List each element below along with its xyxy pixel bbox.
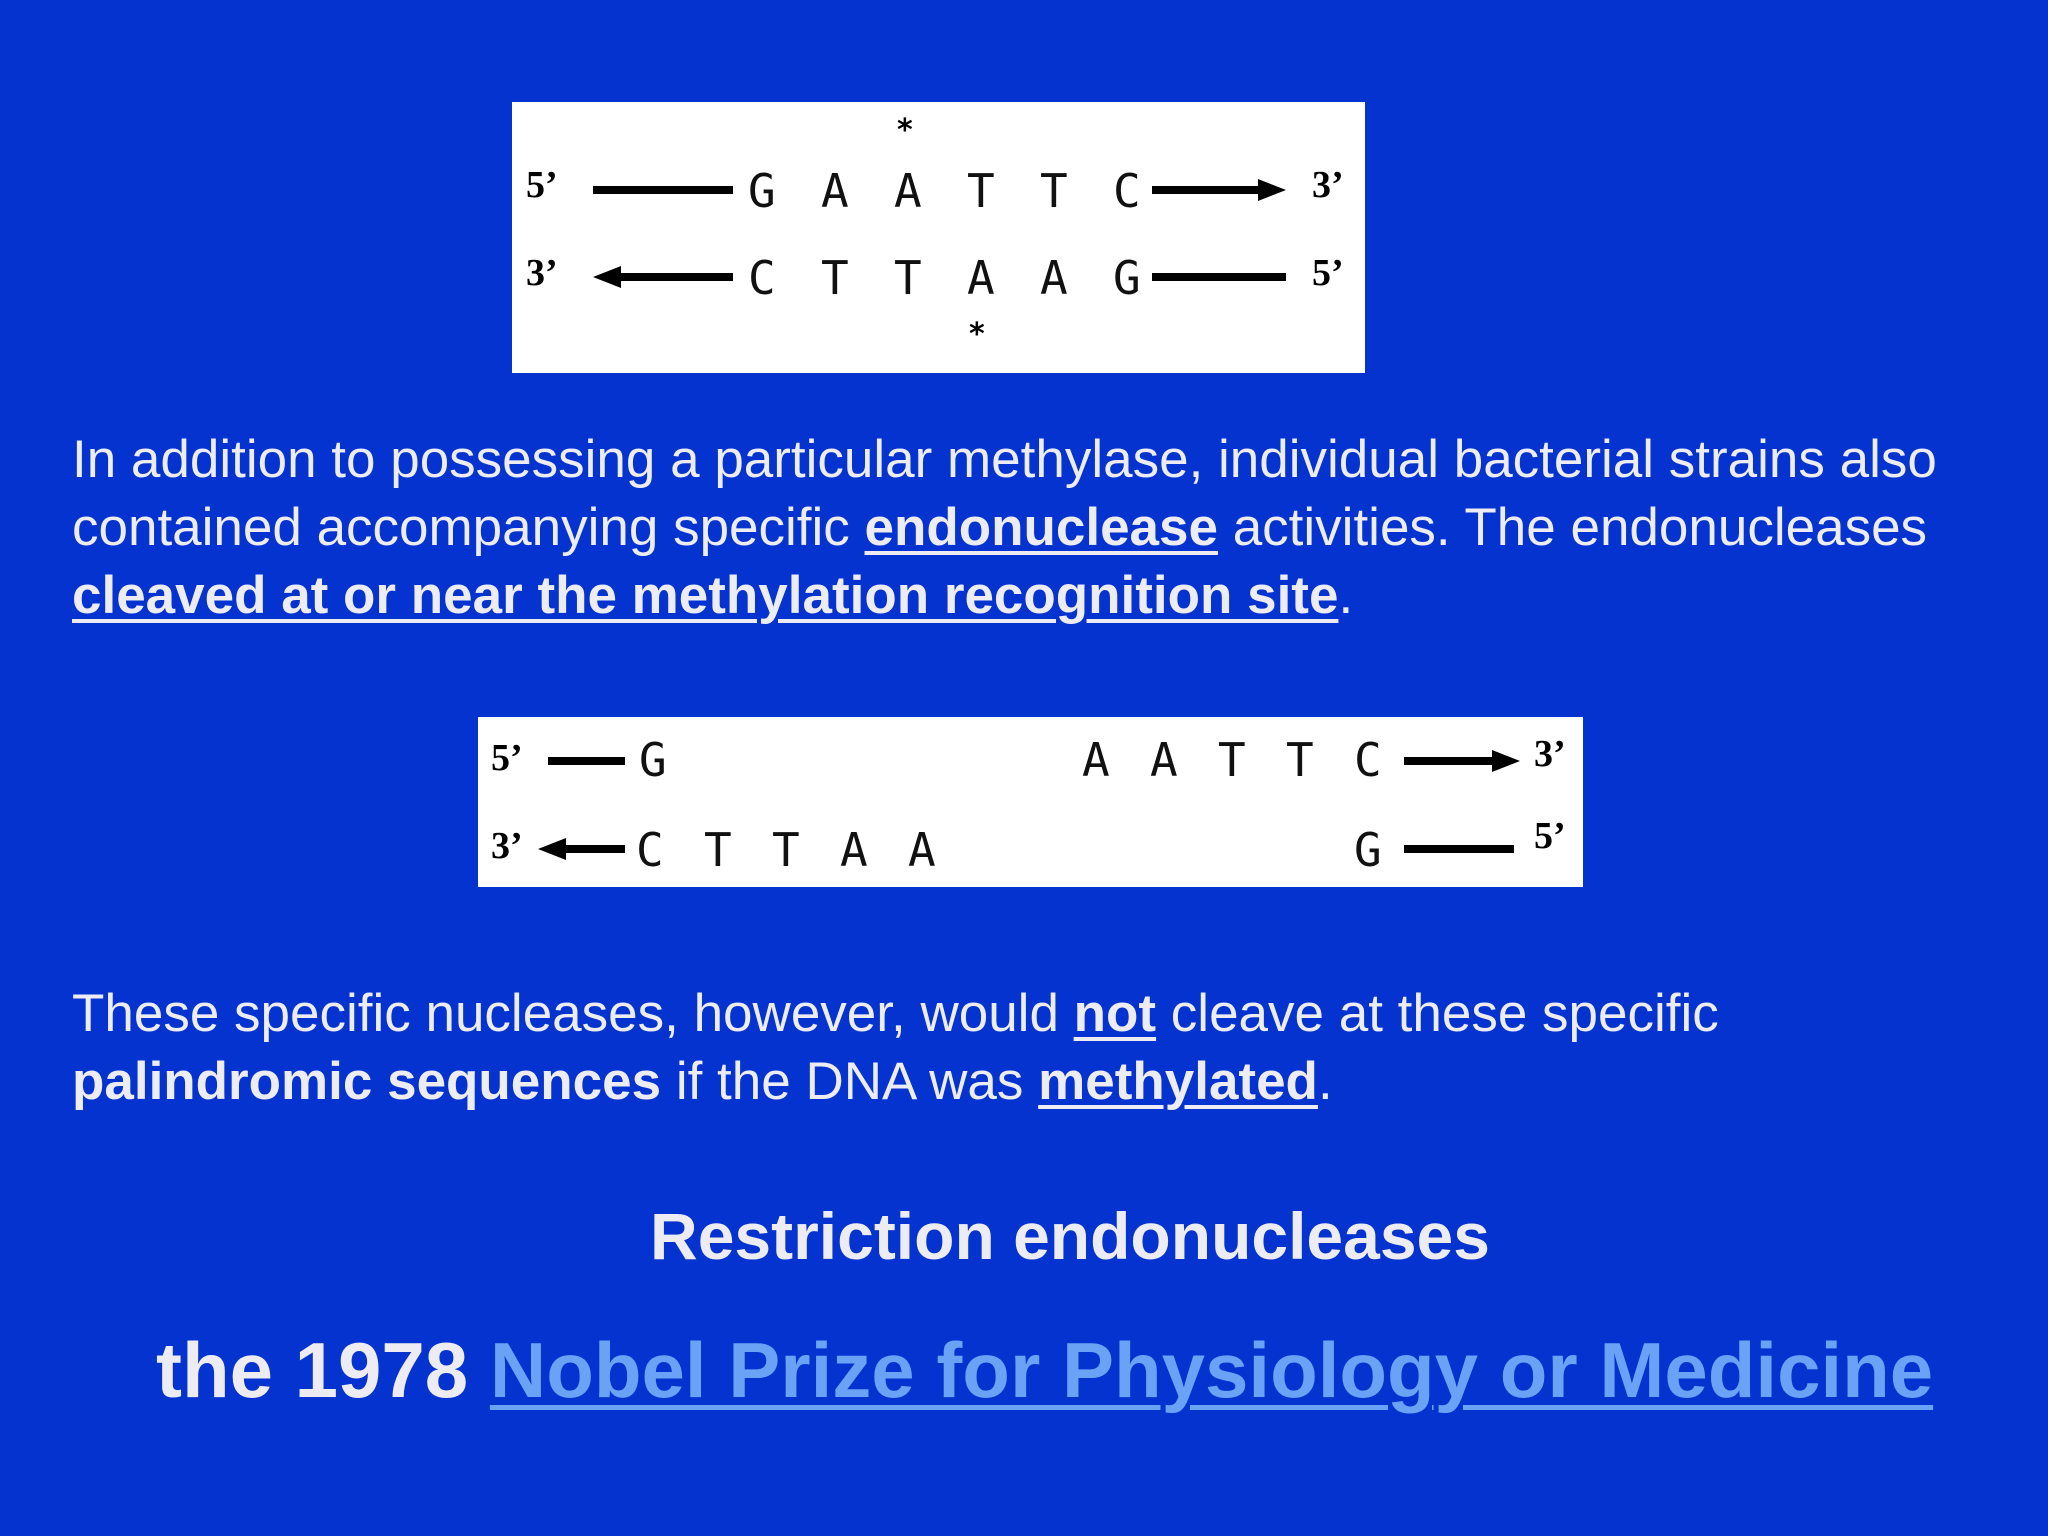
base: C (1354, 733, 1382, 787)
emphasis-endonuclease: endonuclease (864, 498, 1218, 557)
section-heading: Restriction endonucleases (650, 1199, 1490, 1273)
nobel-line (156, 1325, 1933, 1416)
base: A (840, 823, 868, 877)
strand2-right-end: 5’ (1312, 252, 1344, 294)
base: A (1150, 733, 1178, 787)
strand1-right-line (1404, 757, 1494, 765)
nobel-prefix: the 1978 (156, 1326, 490, 1414)
strand2-left-line (619, 273, 733, 281)
base: C (636, 823, 664, 877)
dna-diagram-cleaved (478, 717, 1583, 887)
base: A (1082, 733, 1110, 787)
text: In addition to possessing a particular methylase, individual bacterial strains also contained accompanying specific (72, 430, 1937, 557)
arrow-left-icon (538, 838, 566, 860)
nobel-prize-link[interactable]: Nobel Prize for Physiology or Medicine (489, 1326, 1934, 1414)
base: A (894, 164, 922, 218)
methyl-star-top: * (897, 113, 913, 148)
strand1-left-line (593, 186, 733, 194)
base: G (748, 164, 776, 218)
emphasis-not: not (1073, 984, 1157, 1043)
base: T (821, 251, 849, 305)
strand2-left-line (564, 845, 625, 853)
emphasis-methylated: methylated (1038, 1052, 1318, 1111)
strand1-left-end: 5’ (526, 164, 558, 206)
strand2-left-end: 3’ (491, 825, 523, 867)
strand1-right-end: 3’ (1312, 164, 1344, 206)
methyl-star-bottom: * (969, 317, 985, 352)
strand2-right-line (1404, 845, 1514, 853)
strand1-left-end: 5’ (491, 737, 523, 779)
paragraph-methylation (72, 980, 2012, 1116)
text: activities. The endonucleases (1217, 498, 1928, 557)
strand1-left-line (548, 757, 625, 765)
base: T (1218, 733, 1246, 787)
text: . (1338, 566, 1354, 625)
base: G (1113, 251, 1141, 305)
emphasis-palindromic: palindromic sequences (72, 1052, 662, 1111)
arrow-right-icon (1258, 179, 1286, 201)
base: A (821, 164, 849, 218)
base: T (1286, 733, 1314, 787)
strand2-left-end: 3’ (526, 252, 558, 294)
strand1-right-line (1152, 186, 1260, 194)
base: C (1113, 164, 1141, 218)
base: A (908, 823, 936, 877)
dna-diagram-top (512, 102, 1365, 373)
base: A (1040, 251, 1068, 305)
strand1-right-end: 3’ (1534, 733, 1566, 775)
text: cleave at these specific (1156, 984, 1719, 1043)
base: G (1354, 823, 1382, 877)
emphasis-cleaved: cleaved at or near the methylation recognition site (72, 566, 1339, 625)
text: These specific nucleases, however, would (72, 984, 1074, 1043)
base: C (748, 251, 776, 305)
arrow-left-icon (593, 266, 621, 288)
paragraph-endonuclease (72, 426, 2012, 630)
base: G (639, 733, 667, 787)
text: if the DNA was (661, 1052, 1039, 1111)
strand2-right-end: 5’ (1534, 815, 1566, 857)
base: T (894, 251, 922, 305)
arrow-right-icon (1492, 750, 1520, 772)
base: T (772, 823, 800, 877)
base: T (1040, 164, 1068, 218)
base: T (967, 164, 995, 218)
text: . (1317, 1052, 1333, 1111)
base: T (704, 823, 732, 877)
base: A (967, 251, 995, 305)
strand2-right-line (1152, 273, 1286, 281)
